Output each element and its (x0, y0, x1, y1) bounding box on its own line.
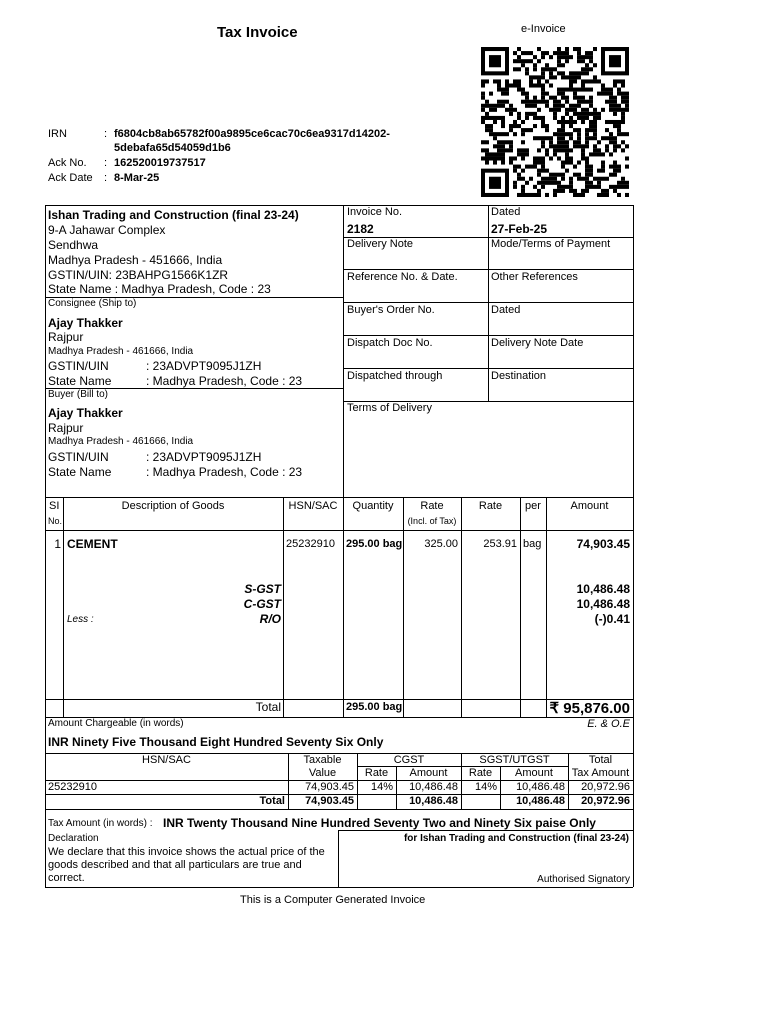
dated-label: Dated (491, 206, 521, 218)
item-hsn: 25232910 (286, 538, 335, 550)
delivery-note-date-label: Delivery Note Date (491, 337, 584, 349)
bottom-border (45, 887, 633, 888)
tax-total-amount: 20,972.96 (581, 795, 630, 807)
col-amount: Amount (570, 500, 609, 512)
buyer-state-label: State Name (48, 465, 112, 479)
round-off-label: R/O (259, 612, 281, 626)
tax-row-taxable: 74,903.45 (305, 781, 354, 793)
tax-total-taxable: 74,903.45 (305, 795, 354, 807)
irn-label: IRN (48, 128, 67, 140)
consignee-heading: Consignee (Ship to) (48, 298, 137, 309)
consignee-name: Ajay Thakker (48, 316, 123, 330)
delivery-note-label: Delivery Note (347, 238, 414, 250)
item-si: 1 (54, 537, 61, 551)
tax-amount-in-words: INR Twenty Thousand Nine Hundred Seventy Two and Ninety Six paise Only (163, 816, 596, 830)
irn-value-line2: 5debafa65d54059d1b6 (114, 142, 231, 154)
tax-row-cgst-amount: 10,486.48 (409, 781, 458, 793)
other-references-label: Other References (491, 271, 578, 283)
seller-address-2: Sendhwa (48, 238, 99, 252)
tax-col-sgst-rate: Rate (468, 767, 493, 779)
buyers-order-label: Buyer's Order No. (347, 304, 435, 316)
irn-value-line1: f6804cb8ab65782f00a9895ce6cac70c6ea9317d14202- (114, 128, 390, 140)
consignee-state-label: State Name (48, 374, 112, 388)
item-description: CEMENT (67, 537, 118, 551)
items-total-amount: ₹ 95,876.00 (549, 700, 630, 717)
buyer-city: Rajpur (48, 421, 84, 435)
dispatch-doc-label: Dispatch Doc No. (347, 337, 433, 349)
tax-row-cgst-rate: 14% (370, 781, 393, 793)
meta-divider (488, 205, 489, 401)
amount-chargeable-label: Amount Chargeable (in words) (48, 718, 184, 729)
less-label: Less : (67, 614, 94, 625)
amount-in-words: INR Ninety Five Thousand Eight Hundred Seventy Six Only (48, 735, 384, 749)
col-no: No. (48, 516, 63, 526)
eoe-label: E. & O.E (587, 718, 630, 730)
irn-colon: : (104, 128, 108, 140)
tax-row-sgst-rate: 14% (474, 781, 497, 793)
seller-address-1: 9-A Jahawar Complex (48, 223, 166, 237)
items-total-quantity: 295.00 bag (346, 701, 403, 713)
seller-address-3: Madhya Pradesh - 451666, India (48, 253, 223, 267)
right-border (633, 205, 634, 887)
destination-label: Destination (491, 370, 547, 382)
computer-generated-note: This is a Computer Generated Invoice (240, 894, 426, 906)
seller-name: Ishan Trading and Construction (final 23-24) (48, 208, 299, 222)
declaration-line-1: We declare that this invoice shows the actual price of the (48, 846, 325, 858)
tax-col-cgst-rate: Rate (364, 767, 389, 779)
buyer-gstin-value: : 23ADVPT9095J1ZH (146, 450, 262, 464)
item-rate-incl: 325.00 (424, 538, 458, 550)
tax-col-cgst-amount: Amount (409, 767, 448, 779)
tax-col-hsn: HSN/SAC (142, 754, 191, 766)
sgst-label: S-GST (244, 582, 281, 596)
dispatched-through-label: Dispatched through (347, 370, 443, 382)
item-quantity: 295.00 bag (346, 538, 403, 550)
items-top-line (45, 497, 633, 498)
consignee-address: Madhya Pradesh - 461666, India (48, 346, 194, 357)
buyer-state-value: : Madhya Pradesh, Code : 23 (146, 465, 303, 479)
buyer-address: Madhya Pradesh - 461666, India (48, 436, 194, 447)
mode-terms-label: Mode/Terms of Payment (491, 238, 611, 250)
tax-col-sgst-amount: Amount (515, 767, 553, 779)
tax-row-sgst-amount: 10,486.48 (516, 781, 565, 793)
tax-col-taxable: Taxable (303, 754, 342, 766)
consignee-city: Rajpur (48, 330, 84, 344)
tax-words-label: Tax Amount (in words) : (48, 818, 153, 829)
tax-bottom-line (45, 809, 633, 810)
consignee-gstin-label: GSTIN/UIN (48, 359, 109, 373)
tax-col-sgst: SGST/UTGST (479, 754, 550, 766)
signature-top-line (338, 830, 633, 831)
meta-line (343, 269, 633, 270)
col-description: Description of Goods (121, 500, 225, 512)
col-quantity: Quantity (352, 500, 394, 512)
col-rate: Rate (478, 500, 503, 512)
items-total-label: Total (255, 700, 281, 714)
buyer-name: Ajay Thakker (48, 406, 123, 420)
consignee-gstin-value: : 23ADVPT9095J1ZH (146, 359, 262, 373)
meta-line (343, 302, 633, 303)
cgst-amount: 10,486.48 (576, 597, 630, 611)
col-line (403, 497, 404, 717)
col-line (520, 497, 521, 717)
tax-col-value: Value (308, 767, 337, 779)
invoice-no-value: 2182 (347, 222, 374, 236)
for-company: for Ishan Trading and Construction (final 23-24) (403, 833, 629, 844)
consignee-state-value: : Madhya Pradesh, Code : 23 (146, 374, 303, 388)
ack-no-value: 162520019737517 (114, 157, 206, 169)
col-si: SI (49, 500, 60, 512)
tax-total-sgst: 10,486.48 (516, 795, 565, 807)
items-header-line (45, 530, 633, 531)
tax-total-label: Total (259, 795, 285, 807)
tax-col-total: Total (588, 754, 613, 766)
sgst-amount: 10,486.48 (576, 582, 630, 596)
item-per: bag (523, 538, 542, 550)
col-rate-incl: Rate (420, 500, 444, 512)
mid-divider (343, 205, 344, 497)
meta-line (343, 335, 633, 336)
seller-gstin: GSTIN/UIN: 23BAHPG1566K1ZR (48, 268, 229, 282)
col-rate-incl-sub: (Incl. of Tax) (407, 516, 457, 526)
col-line (343, 497, 344, 717)
signature-left-line (338, 830, 339, 887)
ack-date-colon: : (104, 172, 108, 184)
declaration-line-3: correct. (48, 872, 85, 884)
dated-value: 27-Feb-25 (491, 222, 548, 236)
tax-col-cgst: CGST (393, 754, 425, 766)
buyer-heading: Buyer (Bill to) (48, 389, 109, 400)
reference-label: Reference No. & Date. (347, 271, 458, 283)
invoice-no-label: Invoice No. (347, 206, 403, 218)
item-rate: 253.91 (483, 538, 517, 550)
col-line (461, 497, 462, 717)
declaration-line-2: goods described and that all particulars are true and (48, 859, 302, 871)
tax-col-total-amount: Tax Amount (571, 767, 630, 779)
seller-state: State Name : Madhya Pradesh, Code : 23 (48, 282, 271, 296)
col-line (283, 497, 284, 717)
tax-total-cgst: 10,486.48 (409, 795, 458, 807)
round-off-amount: (-)0.41 (594, 612, 630, 626)
declaration-label: Declaration (48, 833, 99, 844)
e-invoice-label: e-Invoice (521, 23, 566, 35)
tax-row-total: 20,972.96 (581, 781, 630, 793)
terms-of-delivery-label: Terms of Delivery (347, 402, 432, 414)
tax-row-hsn: 25232910 (48, 781, 97, 793)
buyer-gstin-label: GSTIN/UIN (48, 450, 109, 464)
invoice-title: Tax Invoice (217, 24, 298, 41)
item-amount: 74,903.45 (576, 537, 630, 551)
top-border (45, 205, 633, 206)
col-per: per (525, 500, 541, 512)
ack-date-value: 8-Mar-25 (114, 172, 160, 184)
authorised-signatory: Authorised Signatory (537, 874, 630, 885)
meta-line (343, 368, 633, 369)
ack-date-label: Ack Date (48, 172, 93, 184)
cgst-label: C-GST (243, 597, 281, 611)
qr-code-icon (481, 47, 629, 197)
order-dated-label: Dated (491, 304, 521, 316)
ack-no-label: Ack No. (48, 157, 87, 169)
ack-no-colon: : (104, 157, 108, 169)
col-hsn: HSN/SAC (288, 500, 338, 512)
